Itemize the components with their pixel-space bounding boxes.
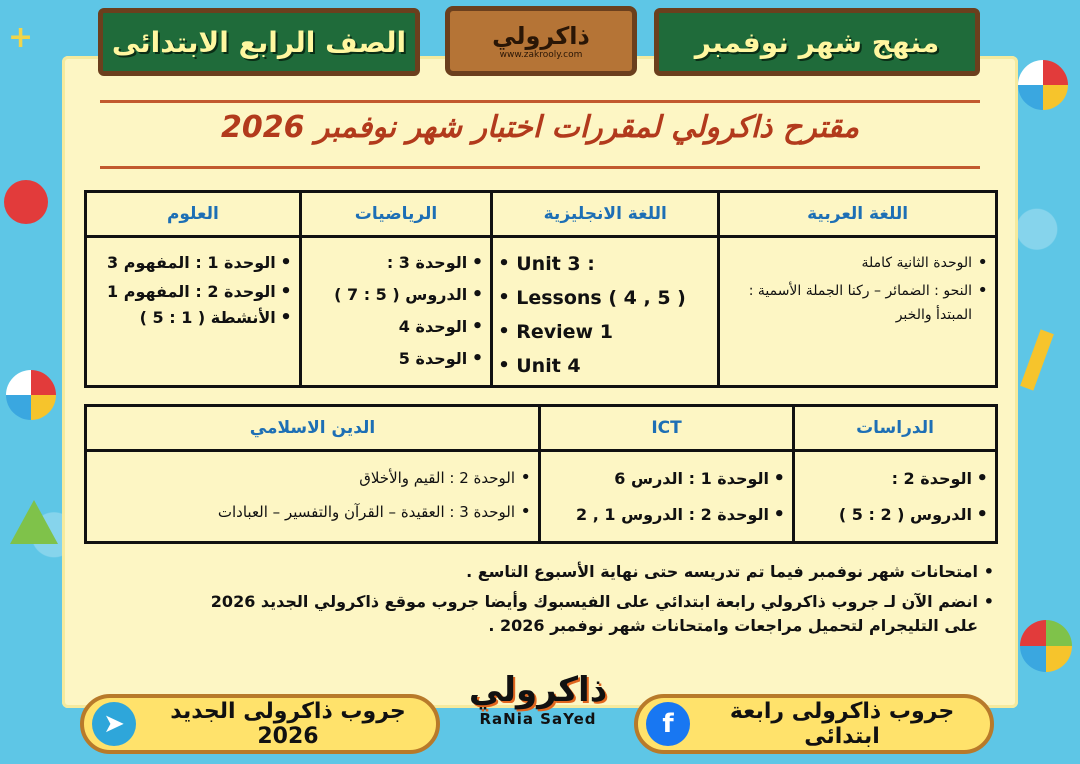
list-item: • الوحدة 1 : المفهوم 3 xyxy=(94,247,276,279)
note-join-group: • انضم الآن لـ جروب ذاكرولي رابعة ابتدائي على الفيسبوك وأيضا جروب موقع ذاكرولي الجديد 2026 xyxy=(90,590,978,614)
notes-section xyxy=(90,560,996,638)
footer-logo-name: ذاكرولي xyxy=(468,670,608,710)
list-item: • Unit 4 xyxy=(516,349,710,383)
decor-ball xyxy=(1018,60,1068,110)
header-arabic: اللغة العربية xyxy=(719,192,997,237)
list-item: • الوحدة 1 : الدرس 6 xyxy=(548,461,769,497)
decor-apple xyxy=(4,180,48,224)
cell-english xyxy=(492,237,719,387)
logo-name: ذاكرولي xyxy=(492,22,590,50)
list-item: • الأنشطة ( 1 : 5 ) xyxy=(94,305,276,331)
list-item: • الدروس ( 2 : 5 ) xyxy=(802,497,972,533)
header-science: العلوم xyxy=(86,192,301,237)
telegram-group-banner[interactable] xyxy=(80,694,440,754)
list-item: • الوحدة 2 : الدروس 1 , 2 xyxy=(548,497,769,533)
facebook-group-banner[interactable] xyxy=(634,694,994,754)
decor-triangle xyxy=(10,500,58,544)
list-item: • الوحدة 3 : xyxy=(309,247,467,279)
cell-arabic xyxy=(719,237,997,387)
list-item: • Lessons ( 4 , 5 ) xyxy=(516,281,710,315)
logo-url: www.zakrooly.com xyxy=(499,50,583,60)
subjects-table-1 xyxy=(84,190,998,388)
note-exam-scope: • امتحانات شهر نوفمبر فيما تم تدريسه حتى نهاية الأسبوع التاسع . xyxy=(90,560,978,584)
list-item: • الوحدة 4 xyxy=(309,311,467,343)
facebook-group-label: جروب ذاكرولى رابعة ابتدائى xyxy=(729,699,955,749)
divider xyxy=(100,100,980,103)
list-item: • الوحدة 2 : xyxy=(802,461,972,497)
decor-ball xyxy=(6,370,56,420)
list-item: • الوحدة 2 : المفهوم 1 xyxy=(94,279,276,305)
list-item: • Review 1 xyxy=(516,315,710,349)
grade-label: الصف الرابع الابتدائى xyxy=(111,25,407,59)
page-title: مقترح ذاكرولي لمقررات اختبار شهر نوفمبر 2026 xyxy=(220,110,860,145)
divider xyxy=(100,166,980,169)
cell-science xyxy=(86,237,301,387)
telegram-group-label: جروب ذاكرولى الجديد 2026 xyxy=(170,699,406,749)
cell-studies xyxy=(794,451,997,543)
list-item: • الوحدة 2 : القيم والأخلاق xyxy=(94,461,515,495)
note-join-group-continued: على التليجرام لتحميل مراجعات وامتحانات شهر نوفمبر 2026 . xyxy=(488,616,978,635)
site-logo xyxy=(445,6,637,76)
cell-ict xyxy=(540,451,794,543)
curriculum-board xyxy=(654,8,980,76)
list-item: • الدروس ( 5 : 7 ) xyxy=(309,279,467,311)
header-studies: الدراسات xyxy=(794,406,997,451)
decor-plus-sign: + xyxy=(8,20,34,55)
grade-board xyxy=(98,8,420,76)
list-item: • الوحدة 5 xyxy=(309,343,467,375)
decor-pencil xyxy=(1020,329,1054,390)
subjects-table-2 xyxy=(84,404,998,544)
decor-ball xyxy=(1020,620,1072,672)
cell-math xyxy=(300,237,491,387)
facebook-icon: f xyxy=(646,702,690,746)
cell-religion xyxy=(86,451,540,543)
header-ict: ICT xyxy=(540,406,794,451)
footer-logo xyxy=(468,670,608,760)
table-row xyxy=(86,451,997,543)
list-item: • النحو : الضمائر – ركنا الجملة الأسمية : المبتدأ والخبر xyxy=(727,279,972,327)
telegram-icon: ➤ xyxy=(92,702,136,746)
header-english: اللغة الانجليزية xyxy=(492,192,719,237)
table-header-row xyxy=(86,192,997,237)
list-item: • الوحدة الثانية كاملة xyxy=(727,247,972,279)
curriculum-label: منهج شهر نوفمبر xyxy=(694,25,940,59)
list-item: • Unit 3 : xyxy=(516,247,710,281)
table-header-row xyxy=(86,406,997,451)
table-row xyxy=(86,237,997,387)
footer-logo-sub: RaNia SaYed xyxy=(479,710,597,728)
header-religion: الدين الاسلامي xyxy=(86,406,540,451)
header-math: الرياضيات xyxy=(300,192,491,237)
list-item: • الوحدة 3 : العقيدة – القرآن والتفسير – العبادات xyxy=(94,495,515,529)
